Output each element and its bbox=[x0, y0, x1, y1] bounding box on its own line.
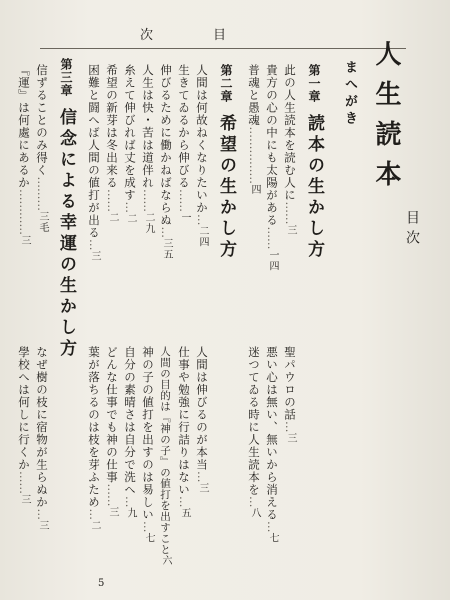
toc-entry-text: 迷つてゐる時に人生読本を bbox=[247, 346, 261, 496]
toc-entry bbox=[282, 64, 298, 236]
toc-entry bbox=[158, 346, 173, 566]
toc-entry bbox=[246, 346, 262, 519]
toc-entry bbox=[34, 346, 50, 531]
dot-leader: …… bbox=[177, 189, 191, 212]
toc-entry bbox=[86, 346, 102, 531]
toc-entry bbox=[176, 64, 192, 223]
running-header bbox=[140, 24, 286, 43]
chapter-3-title: 信念による幸運の生かし方 bbox=[56, 108, 76, 361]
toc-entry-text: 困難と闘へば人間の値打が出る bbox=[87, 64, 101, 239]
toc-entry-text: 仕事や勉強に行詰りはない bbox=[177, 346, 191, 496]
toc-entry-page: 七 bbox=[143, 532, 154, 544]
toc-entry bbox=[122, 64, 138, 224]
toc-entry-page: 三 bbox=[197, 482, 208, 494]
header-left-mark: 次 bbox=[140, 28, 214, 43]
toc-entry-page: 一 bbox=[179, 212, 190, 223]
preface-label: まへがき bbox=[342, 60, 357, 128]
dot-leader: ……… bbox=[35, 176, 49, 211]
dot-leader: …… bbox=[17, 471, 31, 494]
toc-entry-page: 二 bbox=[125, 213, 136, 224]
toc-side-label: 目次 bbox=[404, 210, 420, 250]
dot-leader: … bbox=[247, 496, 261, 508]
dot-leader: … bbox=[195, 214, 209, 226]
toc-entry-text: どんな仕事でも神の仕事 bbox=[105, 346, 119, 484]
toc-entry-text: なぜ樹の枝に宿物が生らぬか bbox=[35, 346, 49, 509]
dot-leader: … bbox=[159, 226, 173, 238]
chapter-2-heading bbox=[214, 64, 239, 261]
toc-entry-page: 三五 bbox=[161, 238, 172, 260]
toc-entry bbox=[246, 64, 262, 195]
dot-leader: …… bbox=[105, 189, 119, 212]
toc-entry bbox=[282, 346, 298, 444]
toc-entry bbox=[264, 346, 280, 544]
toc-entry-text: 悪い心は無い、無いから消える bbox=[265, 346, 279, 521]
toc-entry bbox=[264, 64, 280, 272]
toc-entry-text: 葉が落ちるのは枝を芽ふため bbox=[87, 346, 101, 509]
toc-entry-text: 伸びるために働かねばならぬ bbox=[159, 64, 173, 227]
toc-entry-text: 人間は何故ねくなりたいか bbox=[195, 64, 209, 214]
dot-leader: ………… bbox=[17, 189, 31, 235]
toc-entry-page: 三毛 bbox=[37, 211, 48, 233]
chapter-3-heading bbox=[54, 58, 79, 360]
toc-entry-text: 人生は快・苦は道伴れ bbox=[141, 64, 155, 189]
dot-leader: … bbox=[123, 201, 137, 213]
toc-entry-page: 三 bbox=[285, 432, 296, 444]
toc-entry-text: 貴方の心の中にも太陽がある bbox=[265, 64, 279, 227]
header-rule bbox=[40, 48, 406, 49]
toc-entry-page: 五 bbox=[179, 507, 190, 519]
toc-entry-text: 希望の新芽は冬出来る bbox=[105, 64, 119, 189]
toc-entry bbox=[86, 64, 102, 262]
chapter-1-heading bbox=[302, 64, 327, 261]
toc-entry-text: 學校へは何しに行くか bbox=[17, 346, 31, 471]
chapter-1-title: 読本の生かし方 bbox=[304, 114, 324, 262]
toc-entry-page: 七 bbox=[267, 532, 278, 544]
toc-entry-page: 三 bbox=[19, 235, 30, 246]
toc-entry bbox=[104, 346, 120, 518]
toc-entry bbox=[194, 64, 210, 248]
toc-entry-text: 人間の目的は『神の子』の値打を出すこと bbox=[159, 346, 171, 555]
toc-entry-page: 六 bbox=[160, 555, 171, 566]
dot-leader: … bbox=[265, 521, 279, 533]
toc-entry-page: 三 bbox=[19, 494, 30, 505]
toc-entry bbox=[16, 346, 32, 505]
book-title: 人生読本 bbox=[371, 40, 401, 200]
chapter-2-number: 第二章 bbox=[219, 64, 233, 103]
dot-leader: … bbox=[141, 521, 155, 533]
toc-entry-page: 二 bbox=[107, 212, 118, 223]
toc-entry-text: 自分の素晴さは自分で洗へ bbox=[123, 346, 137, 496]
toc-entry-page: 一四 bbox=[267, 249, 278, 272]
chapter-2-title: 希望の生かし方 bbox=[216, 114, 236, 262]
toc-entry-page: 二 bbox=[89, 520, 100, 531]
chapter-3-number: 第三章 bbox=[59, 58, 73, 97]
toc-entry-page: 九 bbox=[125, 507, 136, 519]
toc-entry-page: 三 bbox=[37, 520, 48, 531]
toc-entry bbox=[34, 64, 50, 233]
toc-entry bbox=[194, 346, 210, 494]
dot-leader: … bbox=[123, 496, 137, 508]
toc-entry-text: 普魂と愚魂 bbox=[247, 64, 261, 127]
toc-entry bbox=[140, 346, 156, 544]
dot-leader: … bbox=[87, 508, 101, 520]
dot-leader: …… bbox=[141, 189, 155, 212]
dot-leader: …… bbox=[265, 226, 279, 250]
toc-entry-text: 糸えて伸びれば丈を成す bbox=[123, 64, 137, 202]
toc-entry-text: 生きてゐるから伸びる bbox=[177, 64, 191, 189]
dot-leader: … bbox=[35, 508, 49, 520]
dot-leader: … bbox=[195, 471, 209, 483]
header-right-mark: 目 bbox=[213, 28, 287, 43]
dot-leader: …… bbox=[105, 483, 119, 507]
toc-entry-text: 神の子の値打を出すのは易しい bbox=[141, 346, 155, 521]
dot-leader: …………… bbox=[247, 126, 261, 184]
dot-leader: … bbox=[177, 496, 191, 508]
toc-entry-page: 三 bbox=[107, 506, 118, 518]
toc-entry-text: 聖パウロの話 bbox=[283, 346, 297, 421]
dot-leader: … bbox=[283, 421, 297, 433]
toc-entry-page: 四 bbox=[249, 184, 260, 195]
dot-leader: … bbox=[87, 239, 101, 251]
toc-entry-page: 二四 bbox=[197, 225, 208, 248]
toc-entry-page: 八 bbox=[249, 507, 260, 519]
dot-leader: …… bbox=[283, 201, 297, 225]
toc-entry-page: 二九 bbox=[143, 212, 154, 234]
toc-entry bbox=[16, 64, 32, 246]
toc-entry bbox=[104, 64, 120, 223]
toc-entry bbox=[140, 64, 156, 234]
chapter-1-number: 第一章 bbox=[307, 64, 321, 103]
toc-entry-text: 『運』は何處にあるか bbox=[17, 64, 31, 189]
page-number: 5 bbox=[98, 578, 105, 589]
toc-entry bbox=[176, 346, 192, 519]
toc-entry-text: 人間は伸びるのが本当 bbox=[195, 346, 209, 471]
toc-entry-text: 信ずることのみ得く bbox=[35, 64, 49, 177]
toc-entry-page: 三 bbox=[285, 224, 296, 236]
toc-entry-page: 三 bbox=[89, 250, 100, 262]
toc-entry bbox=[158, 64, 174, 260]
toc-entry bbox=[122, 346, 138, 519]
toc-entry-text: 此の人生読本を読む人に bbox=[283, 64, 297, 202]
